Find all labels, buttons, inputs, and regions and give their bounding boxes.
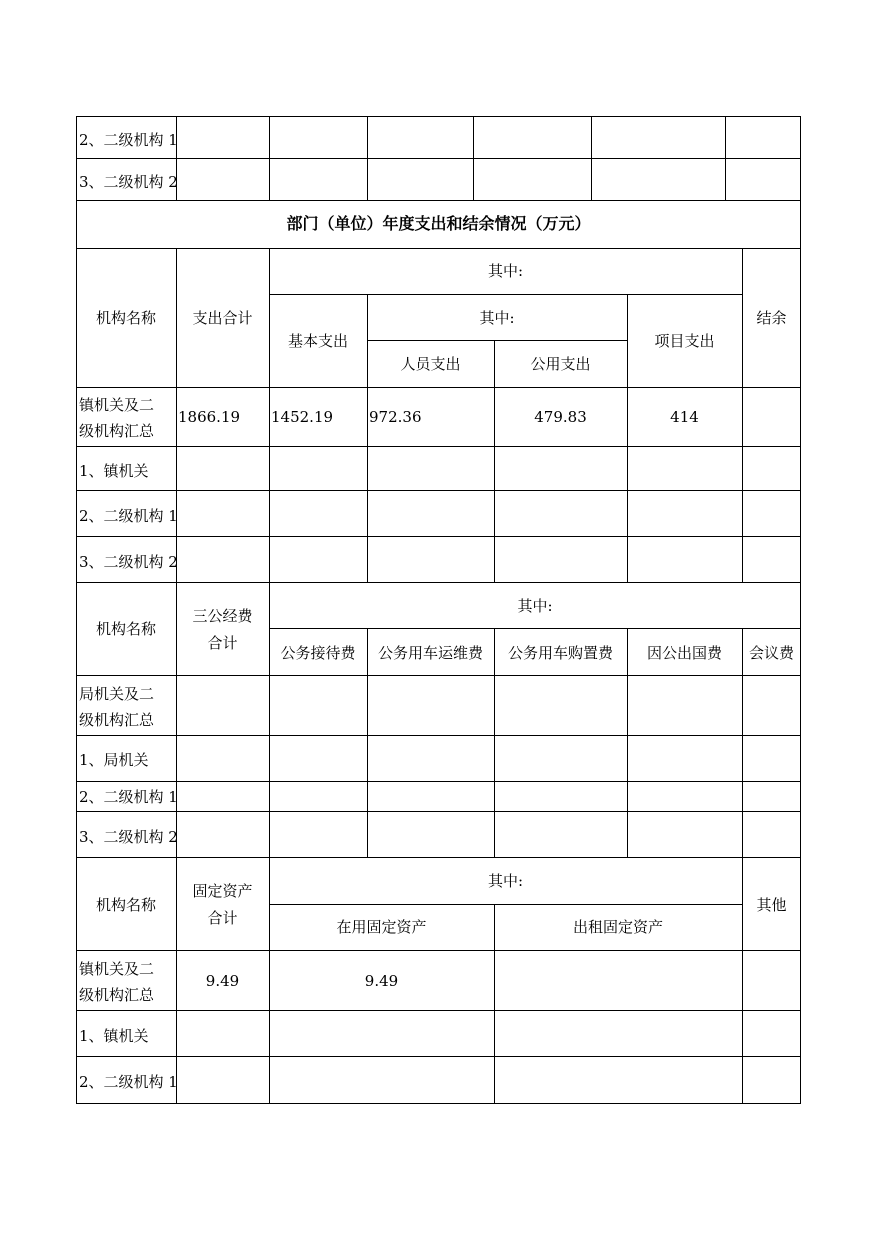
header-total: 合计 — [207, 909, 238, 927]
grid-line — [473, 116, 474, 200]
row-label: 2、二级机构 1 — [79, 507, 178, 525]
row-label: 局机关及二 — [79, 685, 155, 703]
grid-line — [76, 158, 801, 159]
header-total: 固定资产 — [192, 882, 253, 900]
cell-in-use: 9.49 — [364, 972, 399, 990]
row-label: 3、二级机构 2 — [79, 828, 178, 846]
header-balance: 结余 — [756, 309, 787, 327]
row-label: 2、二级机构 1 — [79, 1073, 178, 1091]
grid-line — [76, 248, 801, 249]
header-rented: 出租固定资产 — [572, 918, 663, 936]
grid-line — [76, 811, 801, 812]
cell-total: 9.49 — [205, 972, 240, 990]
grid-line — [76, 582, 801, 583]
grid-line — [494, 340, 495, 582]
row-label: 1、局机关 — [79, 751, 149, 769]
header-of-which: 其中: — [487, 872, 524, 890]
row-label: 1、镇机关 — [79, 1027, 149, 1045]
header-total: 支出合计 — [192, 309, 253, 327]
grid-line — [725, 116, 726, 200]
grid-line — [742, 248, 743, 582]
header-org-name: 机构名称 — [95, 620, 156, 638]
header-total: 合计 — [207, 634, 238, 652]
header-other: 其他 — [756, 896, 787, 914]
row-label: 镇机关及二 — [79, 960, 155, 978]
header-in-use: 在用固定资产 — [336, 918, 427, 936]
header-meeting: 会议费 — [748, 644, 794, 662]
grid-line — [367, 340, 627, 341]
row-label: 3、二级机构 2 — [79, 173, 178, 191]
header-overseas: 因公出国费 — [646, 644, 722, 662]
row-label: 镇机关及二 — [79, 396, 155, 414]
grid-line — [367, 116, 368, 200]
cell-public: 479.83 — [534, 408, 587, 426]
section-title: 部门（单位）年度支出和结余情况（万元） — [286, 214, 591, 233]
header-public: 公用支出 — [530, 355, 591, 373]
header-basic: 基本支出 — [287, 332, 348, 350]
header-reception: 公务接待费 — [280, 644, 356, 662]
grid-line — [76, 387, 801, 388]
grid-line — [76, 735, 801, 736]
header-project: 项目支出 — [654, 332, 715, 350]
row-label: 2、二级机构 1 — [79, 131, 178, 149]
row-label: 3、二级机构 2 — [79, 553, 178, 571]
grid-line — [367, 294, 368, 582]
header-basic-of-which: 其中: — [479, 309, 515, 327]
grid-line — [76, 490, 801, 491]
grid-line — [76, 446, 801, 447]
grid-line — [269, 904, 742, 905]
grid-line — [76, 950, 801, 951]
grid-line — [742, 628, 743, 1104]
cell-total: 1866.19 — [178, 408, 241, 426]
grid-line — [76, 536, 801, 537]
header-org-name: 机构名称 — [95, 309, 156, 327]
grid-line — [269, 294, 742, 295]
cell-project: 414 — [670, 408, 699, 426]
grid-line — [591, 116, 592, 200]
grid-line — [76, 200, 801, 201]
header-of-which: 其中: — [487, 262, 524, 280]
grid-line — [76, 675, 801, 676]
grid-line — [269, 116, 270, 200]
header-vehicle-purchase: 公务用车购置费 — [507, 644, 613, 662]
header-of-which: 其中: — [517, 597, 553, 615]
grid-line — [76, 857, 801, 858]
header-vehicle-operation: 公务用车运维费 — [377, 644, 483, 662]
row-label: 级机构汇总 — [79, 422, 155, 440]
row-label: 级机构汇总 — [79, 711, 155, 729]
row-label: 级机构汇总 — [79, 986, 155, 1004]
row-label: 2、二级机构 1 — [79, 788, 178, 806]
grid-line — [76, 1056, 801, 1057]
cell-personnel: 972.36 — [369, 408, 422, 426]
header-total: 三公经费 — [192, 607, 253, 625]
grid-line — [76, 1010, 801, 1011]
row-label: 1、镇机关 — [79, 462, 149, 480]
cell-basic: 1452.19 — [271, 408, 334, 426]
grid-line — [76, 781, 801, 782]
header-personnel: 人员支出 — [400, 355, 461, 373]
header-org-name: 机构名称 — [95, 896, 156, 914]
grid-line — [269, 628, 801, 629]
